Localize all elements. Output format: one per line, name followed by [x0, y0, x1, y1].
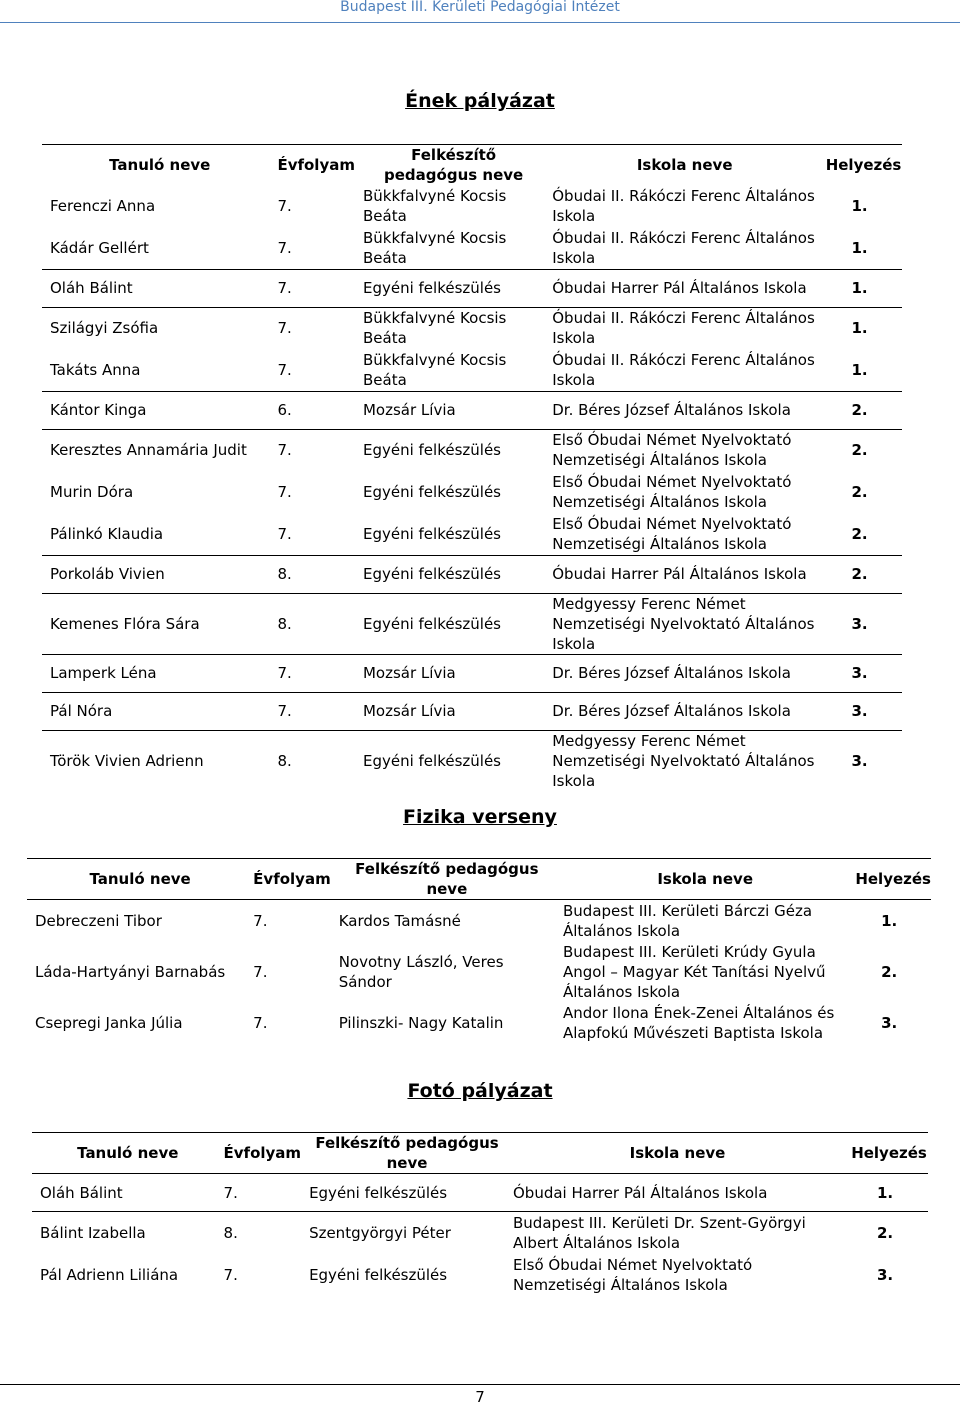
cell-grade: 7. [277, 360, 292, 379]
table-row [42, 555, 902, 593]
table-row [27, 1002, 931, 1044]
cell-student: Szilágyi Zsófia [42, 307, 269, 349]
column-header-teacher: Felkészítő pedagógus neve [355, 145, 544, 186]
cell-student: Takáts Anna [50, 360, 141, 379]
cell-teacher: Szentgyörgyi Péter [301, 1212, 505, 1254]
footer-rule [0, 1384, 960, 1385]
cell-place: 3. [817, 692, 902, 730]
cell-teacher: Egyéni felkészülés [355, 429, 544, 471]
cell-place: 1. [847, 900, 931, 942]
cell-place: 3. [817, 593, 902, 654]
cell-student: Kemenes Flóra Sára [42, 593, 269, 654]
cell-place: 1. [851, 197, 868, 215]
running-header: Budapest III. Kerületi Pedagógiai Intézet [340, 0, 620, 15]
table-row [32, 1254, 928, 1296]
cell-teacher: Egyéni felkészülés [309, 1265, 448, 1284]
table-row [42, 593, 902, 654]
cell-student: Porkoláb Vivien [42, 555, 269, 593]
table-row [27, 942, 931, 1002]
cell-teacher: Egyéni felkészülés [355, 593, 544, 654]
cell-school: Medgyessy Ferenc Német Nemzetiségi Nyelvoktató Általános Iskola [544, 730, 817, 791]
cell-student: Lamperk Léna [42, 654, 269, 692]
table-row [42, 391, 902, 429]
cell-student: Kádár Gellért [50, 238, 149, 257]
cell-place: 1. [842, 1174, 928, 1212]
cell-place: 1. [851, 238, 868, 257]
cell-school: Első Óbudai Német Nyelvoktató Nemzetiségi Általános Iskola [552, 473, 792, 511]
table-row [42, 429, 902, 471]
table-row [32, 1212, 928, 1254]
section-title: Ének pályázat [405, 90, 555, 112]
cell-place: 2. [881, 962, 898, 981]
cell-teacher: Bükkfalvyné Kocsis Beáta [362, 350, 507, 389]
column-header-grade: Évfolyam [245, 859, 331, 900]
cell-student: Pálinkó Klaudia [50, 524, 164, 543]
cell-school: Óbudai Harrer Pál Általános Iskola [544, 555, 817, 593]
cell-place: 3. [817, 654, 902, 692]
cell-school: Dr. Béres József Általános Iskola [544, 654, 817, 692]
cell-school: Medgyessy Ferenc Német Nemzetiségi Nyelvoktató Általános Iskola [544, 593, 817, 654]
table-row [42, 269, 902, 307]
cell-teacher: Novotny László, Veres Sándor [338, 952, 504, 991]
cell-teacher: Bükkfalvyné Kocsis Beáta [362, 187, 507, 225]
cell-school: Dr. Béres József Általános Iskola [544, 692, 817, 730]
cell-school: Óbudai Harrer Pál Általános Iskola [505, 1174, 842, 1212]
cell-teacher: Egyéni felkészülés [301, 1174, 505, 1212]
cell-student: Pál Adrienn Liliána [40, 1265, 179, 1284]
cell-grade: 6. [269, 391, 355, 429]
table-row [42, 730, 902, 791]
cell-school: Budapest III. Kerületi Dr. Szent-Györgyi Albert Általános Iskola [505, 1212, 842, 1254]
cell-school: Budapest III. Kerületi Bárczi Géza Általános Iskola [555, 900, 847, 942]
column-header-student: Tanuló neve [42, 145, 269, 186]
cell-grade: 8. [269, 555, 355, 593]
column-header-student: Tanuló neve [27, 859, 245, 900]
table-row [42, 349, 902, 391]
cell-teacher: Egyéni felkészülés [355, 730, 544, 791]
column-header-place: Helyezés [847, 859, 931, 900]
cell-place: 3. [881, 1013, 898, 1032]
cell-school: Óbudai II. Rákóczi Ferenc Általános Iskola [544, 307, 817, 349]
cell-student: Láda-Hartyányi Barnabás [35, 962, 226, 981]
cell-grade: 7. [223, 1265, 238, 1284]
cell-teacher: Mozsár Lívia [355, 654, 544, 692]
cell-grade: 7. [245, 900, 331, 942]
cell-student: Debreczeni Tibor [27, 900, 245, 942]
cell-place: 2. [817, 555, 902, 593]
cell-teacher: Mozsár Lívia [355, 692, 544, 730]
column-header-teacher: Felkészítő pedagógus neve [301, 1133, 505, 1174]
cell-student: Oláh Bálint [32, 1174, 216, 1212]
column-header-grade: Évfolyam [216, 1133, 302, 1174]
header-rule [0, 22, 960, 23]
cell-school: Andor Ilona Ének-Zenei Általános és Alapfokú Művészeti Baptista Iskola [563, 1003, 835, 1042]
cell-school: Első Óbudai Német Nyelvoktató Nemzetiségi Általános Iskola [513, 1255, 753, 1294]
cell-place: 3. [817, 730, 902, 791]
cell-place: 1. [817, 269, 902, 307]
cell-student: Ferenczi Anna [50, 197, 156, 215]
cell-teacher: Egyéni felkészülés [355, 555, 544, 593]
column-header-school: Iskola neve [555, 859, 847, 900]
cell-place: 2. [817, 429, 902, 471]
column-header-school: Iskola neve [505, 1133, 842, 1174]
cell-place: 2. [851, 483, 868, 501]
results-table [27, 858, 931, 1044]
cell-student: Csepregi Janka Júlia [35, 1013, 183, 1032]
cell-student: Török Vivien Adrienn [42, 730, 269, 791]
cell-school: Első Óbudai Német Nyelvoktató Nemzetiségi Általános Iskola [552, 514, 792, 553]
cell-school: Óbudai Harrer Pál Általános Iskola [544, 269, 817, 307]
table-header-row [32, 1133, 928, 1174]
table-row [27, 900, 931, 942]
table-header-row [27, 859, 931, 900]
cell-grade: 7. [277, 524, 292, 543]
cell-student: Oláh Bálint [42, 269, 269, 307]
cell-place: 1. [817, 307, 902, 349]
cell-grade: 8. [216, 1212, 302, 1254]
table-row [42, 185, 902, 227]
cell-teacher: Mozsár Lívia [355, 391, 544, 429]
cell-grade: 8. [269, 593, 355, 654]
cell-grade: 7. [269, 692, 355, 730]
cell-grade: 7. [269, 429, 355, 471]
column-header-teacher: Felkészítő pedagógus neve [331, 859, 555, 900]
cell-teacher: Egyéni felkészülés [355, 269, 544, 307]
cell-teacher: Kardos Tamásné [331, 900, 555, 942]
table-row [42, 307, 902, 349]
section-title: Fizika verseny [403, 806, 557, 828]
results-table [42, 144, 902, 791]
table-row [42, 513, 902, 555]
cell-grade: 7. [277, 483, 292, 501]
cell-teacher: Pilinszki- Nagy Katalin [338, 1013, 504, 1032]
cell-grade: 7. [269, 307, 355, 349]
column-header-school: Iskola neve [544, 145, 817, 186]
cell-place: 1. [851, 360, 868, 379]
cell-grade: 7. [216, 1174, 302, 1212]
table-row [32, 1174, 928, 1212]
cell-student: Kántor Kinga [42, 391, 269, 429]
cell-grade: 7. [253, 962, 268, 981]
cell-school: Első Óbudai Német Nyelvoktató Nemzetiségi Általános Iskola [544, 429, 817, 471]
table-header-row [42, 145, 902, 186]
cell-grade: 7. [277, 238, 292, 257]
cell-student: Pál Nóra [42, 692, 269, 730]
table-row [42, 654, 902, 692]
column-header-place: Helyezés [817, 145, 902, 186]
cell-school: Óbudai II. Rákóczi Ferenc Általános Iskola [552, 350, 815, 389]
table-row [42, 227, 902, 269]
column-header-grade: Évfolyam [269, 145, 355, 186]
section-title: Fotó pályázat [407, 1080, 553, 1102]
cell-place: 3. [876, 1265, 894, 1284]
column-header-place: Helyezés [842, 1133, 928, 1174]
cell-teacher: Bükkfalvyné Kocsis Beáta [362, 228, 507, 267]
cell-grade: 7. [269, 654, 355, 692]
cell-grade: 7. [253, 1013, 268, 1032]
cell-place: 2. [842, 1212, 928, 1254]
cell-grade: 7. [269, 269, 355, 307]
cell-student: Keresztes Annamária Judit [42, 429, 269, 471]
page-number: 7 [475, 1388, 485, 1406]
cell-school: Budapest III. Kerületi Krúdy Gyula Angol – Magyar Két Tanítási Nyelvű Általános Iskola [563, 942, 826, 1001]
cell-teacher: Egyéni felkészülés [362, 524, 501, 543]
cell-teacher: Bükkfalvyné Kocsis Beáta [355, 307, 544, 349]
column-header-student: Tanuló neve [32, 1133, 216, 1174]
cell-teacher: Egyéni felkészülés [362, 483, 501, 501]
cell-school: Dr. Béres József Általános Iskola [544, 391, 817, 429]
cell-school: Óbudai II. Rákóczi Ferenc Általános Iskola [552, 228, 815, 267]
cell-student: Murin Dóra [50, 483, 134, 501]
table-row [42, 471, 902, 513]
cell-grade: 7. [277, 197, 292, 215]
cell-student: Bálint Izabella [32, 1212, 216, 1254]
results-table [32, 1132, 928, 1296]
cell-place: 2. [851, 524, 868, 543]
cell-grade: 8. [269, 730, 355, 791]
cell-school: Óbudai II. Rákóczi Ferenc Általános Iskola [552, 187, 815, 225]
table-row [42, 692, 902, 730]
cell-place: 2. [817, 391, 902, 429]
